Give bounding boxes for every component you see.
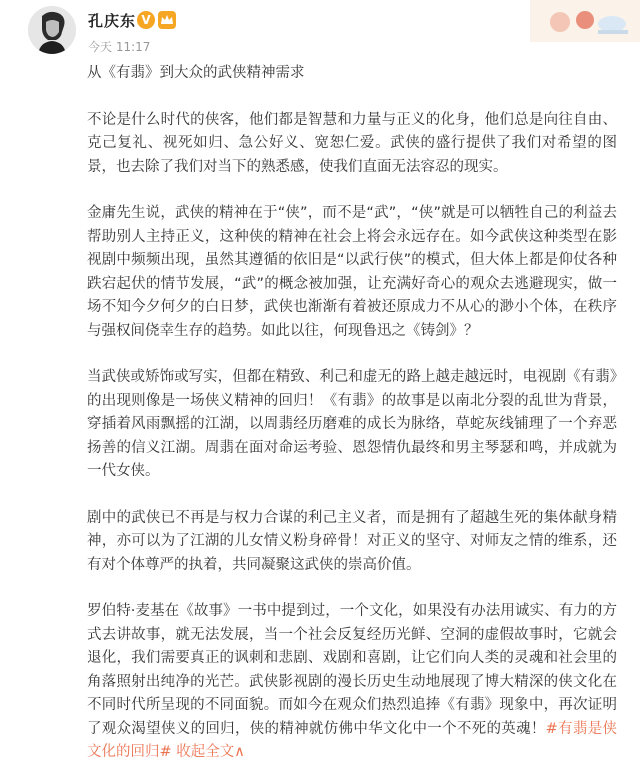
post-title: 从《有翡》到大众的武侠精神需求: [87, 65, 305, 81]
vip-crown-icon: [158, 11, 176, 29]
collapse-text-link[interactable]: 收起全文: [176, 744, 235, 760]
avatar[interactable]: [28, 6, 76, 54]
post-paragraph-last: [87, 600, 617, 765]
chevron-up-icon[interactable]: ∧: [234, 744, 245, 760]
post-content: [87, 62, 617, 765]
hashtag-link[interactable]: #有翡是侠文化的回归#: [87, 720, 618, 760]
avatar-portrait-icon: [28, 6, 76, 54]
post-paragraph: 金庸先生说，武侠的精神在于“侠”，而不是“武”，“侠”就是可以牺牲自己的利益去帮助别人主持正义，这种侠的精神在社会上将会永远存在。如今武侠这种类型在影视剧中频频出现，虽然其遵循的依旧是“以武行侠”的模式，但大体上都是仰仗各种跌宕起伏的情节发展，“武”的概念被加强，让充满好奇心的观众去逃避现实，做一场不知今夕何夕的白日梦，武侠也渐渐有着被还原成力不从心的渺小个体，在秩序与强权间侥幸生存的趋势。如此以往，何现鲁迅之《铸剑》？: [87, 205, 617, 339]
post-paragraph: 不论是什么时代的侠客，他们都是智慧和力量与正义的化身，他们总是向往自由、克己复礼、视死如归、急公好义、宽恕仁爱。武侠的盛行提供了我们对希望的图景，也去除了我们对当下的熟悉感，使我们直面无法容忍的现实。: [87, 111, 617, 175]
post-paragraph: 剧中的武侠已不再是与权力合谋的利己主义者，而是拥有了超越生死的集体献身精神，亦可以为了江湖的儿女情义粉身碎骨！对正义的坚守、对师友之情的维系，还有对个体尊严的执着，共同凝聚这武侠的崇高价值。: [87, 509, 617, 573]
post-paragraph: 罗伯特·麦基在《故事》一书中提到过，一个文化，如果没有办法用诚实、有力的方式去讲故事，就无法发展，当一个社会反复经历光鲜、空洞的虚假故事时，它就会退化，我们需要真正的讽刺和悲剧、戏剧和喜剧，让它们向人类的灵魂和社会里的角落照射出纯净的光芒。武侠影视剧的漫长历史生动地展现了博大精深的侠文化在不同时代所呈现的不同面貌。而如今在观众们热烈追捧《有翡》现象中，再次证明了观众渴望侠义的回归，侠的精神就仿佛中华文化中一个不死的英魂！: [87, 603, 617, 737]
verified-badge-icon: V: [137, 11, 155, 29]
decoration-card-image: [530, 0, 640, 42]
post-timestamp[interactable]: 今天 11:17: [88, 40, 151, 54]
username[interactable]: 孔庆东: [88, 12, 137, 30]
post-header: [0, 0, 640, 60]
post-paragraph: 当武侠或矫饰或写实，但都在精致、利己和虚无的路上越走越远时，电视剧《有翡》的出现则像是一场侠义精神的回归！《有翡》的故事是以南北分裂的乱世为背景，穿插着风雨飘摇的江湖，以周翡经历磨难的成长为脉络，草蛇灰线铺理了一个弃恶扬善的信义江湖。周翡在面对命运考验、恩怨情仇最终和男主琴瑟和鸣，并成就为一代女侠。: [87, 369, 617, 479]
